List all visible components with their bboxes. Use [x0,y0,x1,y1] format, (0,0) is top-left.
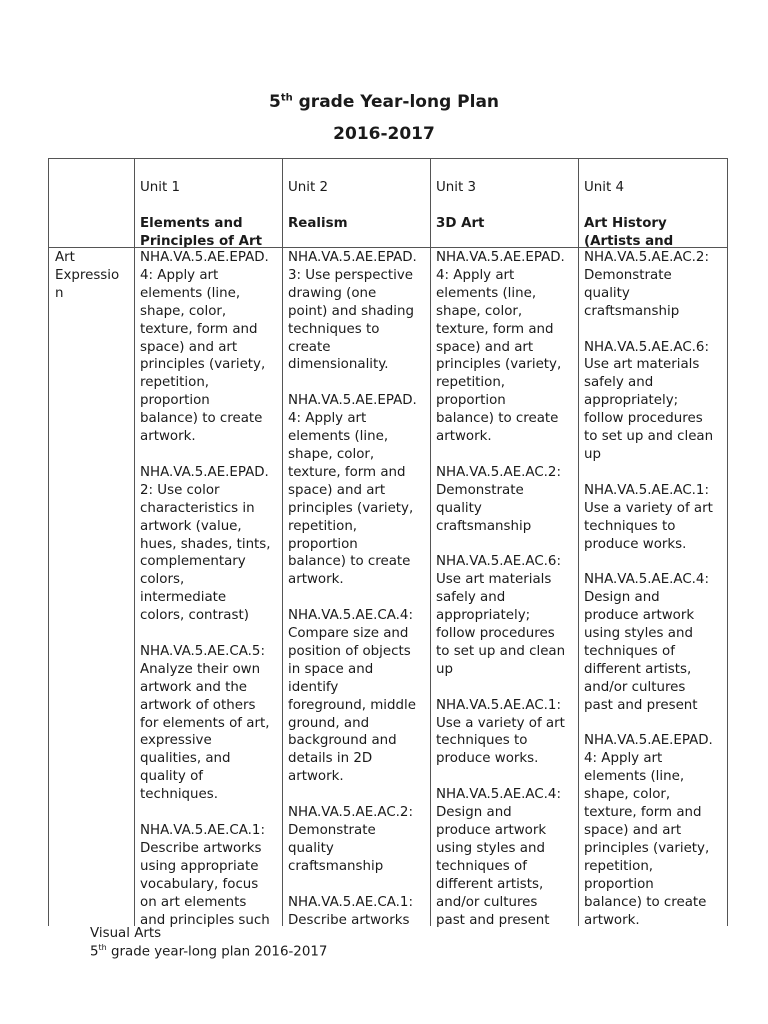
column-divider [430,159,431,926]
unit-number: Unit 1 [140,179,181,195]
cell-unit-1-standards: NHA.VA.5.AE.EPAD. 4: Apply art elements (line, shape, color, texture, form and space) and art principles (variety, repetition, proportion balance) to create artwork. NHA.VA.5.AE.EPAD. 2: Use color characteristics in artwork (value, hues, shades, tints, complementary colors, intermediate colors, contrast) NHA.VA.5.AE.CA.5: Analyze their own artwork and the artwork of others for elements of art, expressive qualities, and quality of techniques. NHA.VA.5.AE.CA.1: Describe artworks using appropriate vocabulary, focus on art elements and principles such [140,250,271,927]
unit-title: 3D Art [436,215,485,231]
column-divider [282,159,283,926]
header-unit-3 [436,161,576,247]
unit-title: Elements and Principles of Art [140,215,263,247]
header-unit-2 [288,161,428,247]
cell-unit-2-standards: NHA.VA.5.AE.EPAD. 3: Use perspective drawing (one point) and shading techniques to create dimensionality. NHA.VA.5.AE.EPAD. 4: Apply art elements (line, shape, color, texture, form and space) and art principles (variety, repetition, proportion balance) to create artwork. NHA.VA.5.AE.CA.4: Compare size and position of objects in space and identify foreground, middle ground, and background and details in 2D artwork. NHA.VA.5.AE.AC.2: Demonstrate quality craftsmanship NHA.VA.5.AE.CA.1: Describe artworks [288,250,417,927]
column-divider [578,159,579,926]
page-subtitle-year: 2016-2017 [333,124,435,144]
unit-title: Art History (Artists and [584,215,674,247]
plan-table [48,158,728,926]
row-divider [49,247,727,248]
unit-number: Unit 3 [436,179,477,195]
row-label-art-expression: Art Expressio n [55,250,120,301]
unit-number: Unit 4 [584,179,625,195]
header-unit-4 [584,161,726,247]
footer-subject: Visual Arts [90,926,162,941]
cell-unit-3-standards: NHA.VA.5.AE.EPAD. 4: Apply art elements (line, shape, color, texture, form and space) and art principles (variety, repetition, proportion balance) to create artwork. NHA.VA.5.AE.AC.2: Demonstrate quality craftsmanship NHA.VA.5.AE.AC.6: Use art materials safely and appropriately; follow procedures to set up and clean up NHA.VA.5.AE.AC.1: Use a variety of art techniques to produce works. NHA.VA.5.AE.AC.4: Design and produce artwork using styles and techniques of different artists, and/or cultures past and present [436,250,566,927]
header-unit-1 [140,161,280,247]
unit-title: Realism [288,215,348,231]
page-title: 5th grade Year-long Plan [268,92,500,112]
column-divider [134,159,135,926]
footer-plan-title: 5th grade year-long plan 2016-2017 [90,943,328,960]
cell-unit-4-standards: NHA.VA.5.AE.AC.2: Demonstrate quality craftsmanship NHA.VA.5.AE.AC.6: Use art materials safely and appropriately; follow procedures to set up and clean up NHA.VA.5.AE.AC.1: Use a variety of art techniques to produce works. NHA.VA.5.AE.AC.4: Design and produce artwork using styles and techniques of different artists, and/or cultures past and present NHA.VA.5.AE.EPAD. 4: Apply art elements (line, shape, color, texture, form and space) and art principles (variety, repetition, proportion balance) to create artwork. [584,250,714,927]
unit-number: Unit 2 [288,179,329,195]
